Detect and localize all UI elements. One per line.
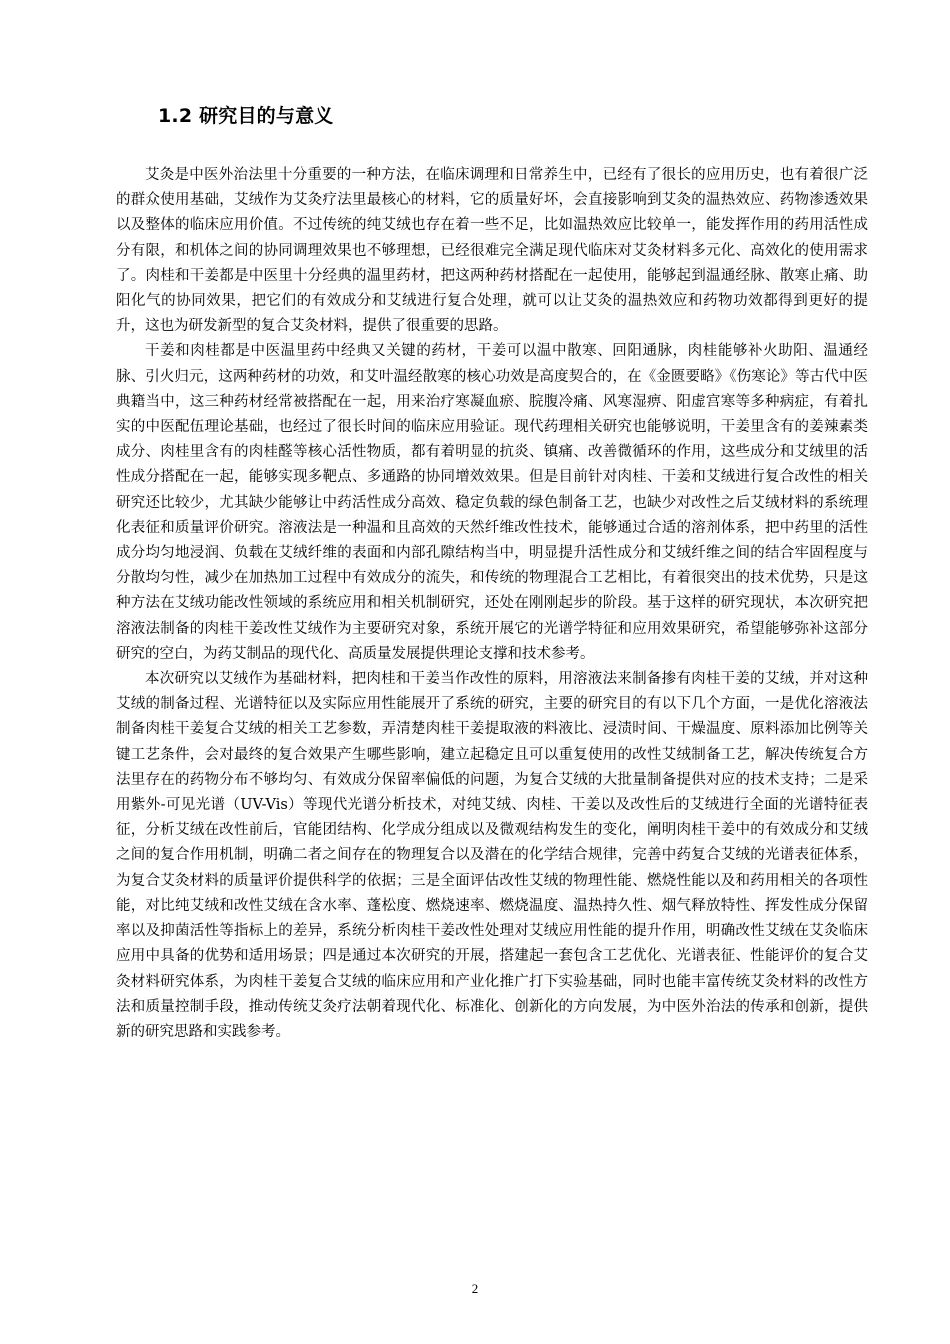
paragraph-research-status: 干姜和肉桂都是中医温里药中经典又关键的药材，干姜可以温中散寒、回阳通脉，肉桂能够补火助阳、温通经脉、引火归元，这两种药材的功效，和艾叶温经散寒的核心功效是高度契合的，在《金匮要略》《伤寒论》等古代中医典籍当中，这三种药材经常被搭配在一起，用来治疗寒凝血瘀、脘腹冷痛、风寒湿痹、阳虚宫寒等多种病症，有着扎实的中医配伍理论基础，也经过了很长时间的临床应用验证。现代药理相关研究也能够说明，干姜里含有的姜辣素类成分、肉桂里含有的肉桂醛等核心活性物质，都有着明显的抗炎、镇痛、改善微循环的作用，这些成分和艾绒里的活性成分搭配在一起，能够实现多靶点、多通路的协同增效效果。但是目前针对肉桂、干姜和艾绒进行复合改性的相关研究还比较少，尤其缺少能够让中药活性成分高效、稳定负载的绿色制备工艺，也缺少对改性之后艾绒材料的系统理化表征和质量评价研究。溶液法是一种温和且高效的天然纤维改性技术，能够通过合适的溶剂体系，把中药里的活性成分均匀地浸润、负载在艾绒纤维的表面和内部孔隙结构当中，明显提升活性成分和艾绒纤维之间的结合牢固程度与分散均匀性，减少在加热加工过程中有效成分的流失，和传统的物理混合工艺相比，有着很突出的技术优势，只是这种方法在艾绒功能改性领域的系统应用和相关机制研究，还处在刚刚起步的阶段。基于这样的研究现状，本次研究把溶液法制备的肉桂干姜改性艾绒作为主要研究对象，系统开展它的光谱学特征和应用效果研究，希望能够弥补这部分研究的空白，为药艾制品的现代化、高质量发展提供理论支撑和技术参考。 bbox=[116, 343, 868, 662]
section-heading: 1.2 研究目的与意义 bbox=[158, 105, 334, 127]
paragraph-background: 艾灸是中医外治法里十分重要的一种方法，在临床调理和日常养生中，已经有了很长的应用历史，也有着很广泛的群众使用基础，艾绒作为艾灸疗法里最核心的材料，它的质量好坏，会直接影响到艾灸的温热效应、药物渗透效果以及整体的临床应用价值。不过传统的纯艾绒也存在着一些不足，比如温热效应比较单一，能发挥作用的药用活性成分有限，和机体之间的协同调理效果也不够理想，已经很难完全满足现代临床对艾灸材料多元化、高效化的使用需求了。肉桂和干姜都是中医里十分经典的温里药材，把这两种药材搭配在一起使用，能够起到温通经脉、散寒止痛、助阳化气的协同效果，把它们的有效成分和艾绒进行复合处理，就可以让艾灸的温热效应和药物功效都得到更好的提升，这也为研发新型的复合艾灸材料，提供了很重要的思路。 bbox=[116, 167, 868, 335]
body-text bbox=[116, 163, 868, 1045]
paragraph-research-objectives: 本次研究以艾绒作为基础材料，把肉桂和干姜当作改性的原料，用溶液法来制备掺有肉桂干姜的艾绒，并对这种艾绒的制备过程、光谱特征以及实际应用性能展开了系统的研究，主要的研究目的有以下几个方面，一是优化溶液法制备肉桂干姜复合艾绒的相关工艺参数，弄清楚肉桂干姜提取液的料液比、浸渍时间、干燥温度、原料添加比例等关键工艺条件，会对最终的复合效果产生哪些影响，建立起稳定且可以重复使用的改性艾绒制备工艺，解决传统复合方法里存在的药物分布不够均匀、有效成分保留率偏低的问题，为复合艾绒的大批量制备提供对应的技术支持；二是采用紫外-可见光谱（UV-Vis）等现代光谱分析技术，对纯艾绒、肉桂、干姜以及改性后的艾绒进行全面的光谱特征表征，分析艾绒在改性前后，官能团结构、化学成分组成以及微观结构发生的变化，阐明肉桂干姜中的有效成分和艾绒之间的复合作用机制，明确二者之间存在的物理复合以及潜在的化学结合规律，完善中药复合艾绒的光谱表征体系，为复合艾灸材料的质量评价提供科学的依据；三是全面评估改性艾绒的物理性能、燃烧性能以及和药用相关的各项性能，对比纯艾绒和改性艾绒在含水率、蓬松度、燃烧速率、燃烧温度、温热持久性、烟气释放特性、挥发性成分保留率以及抑菌活性等指标上的差异，系统分析肉桂干姜改性处理对艾绒应用性能的提升作用，明确改性艾绒在艾灸临床应用中具备的优势和适用场景；四是通过本次研究的开展，搭建起一套包含工艺优化、光谱表征、性能评价的复合艾灸材料研究体系，为肉桂干姜复合艾绒的临床应用和产业化推广打下实验基础，同时也能丰富传统艾灸材料的改性方法和质量控制手段，推动传统艾灸疗法朝着现代化、标准化、创新化的方向发展，为中医外治法的传承和创新，提供新的研究思路和实践参考。 bbox=[116, 671, 868, 1040]
page-number: 2 bbox=[471, 1281, 479, 1296]
